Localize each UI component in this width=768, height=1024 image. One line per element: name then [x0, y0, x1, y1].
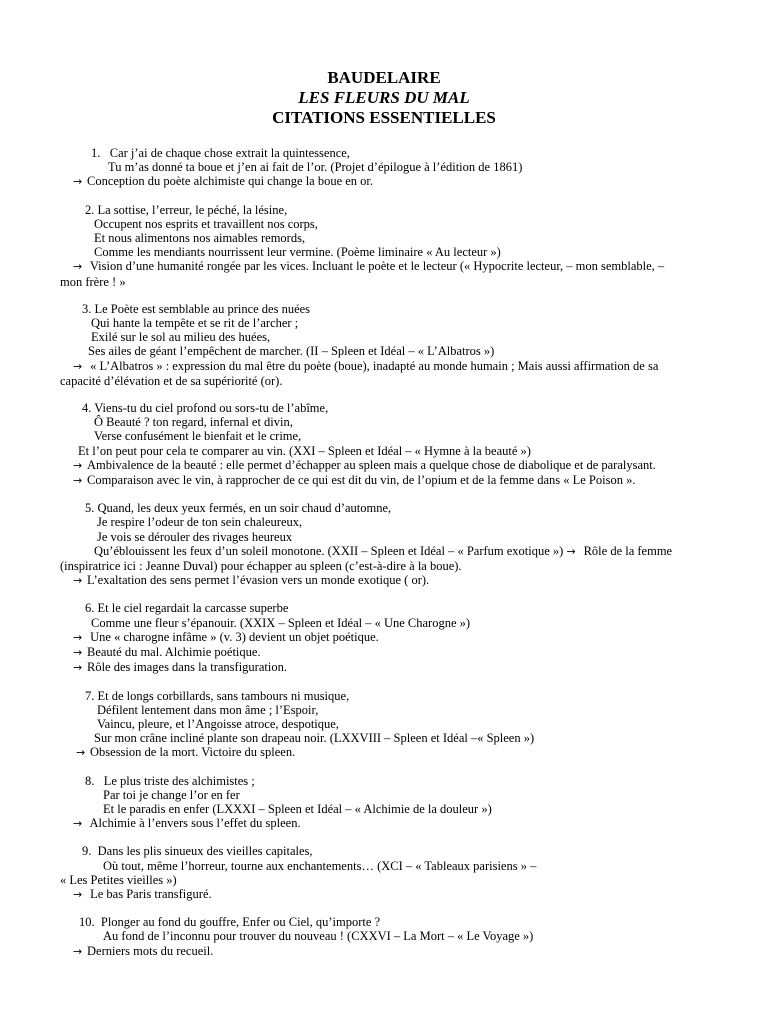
arrow-icon: → — [73, 661, 83, 675]
citation-2-line-4: Comme les mendiants nourrissent leur vermine. (Poème liminaire « Au lecteur ») — [94, 245, 501, 260]
arrow-icon: → — [73, 630, 83, 644]
citation-1-line-1: 1. Car j’ai de chaque chose extrait la quintessence, — [91, 146, 350, 160]
citation-3-line-1: 3. Le Poète est semblable au prince des nuées — [82, 301, 311, 316]
citation-5-note-1: → L’exaltation des sens permet l’évasion vers un monde exotique ( or). — [73, 573, 430, 588]
citation-2-line-1: 2. La sottise, l’erreur, le péché, la lésine, — [85, 202, 288, 217]
arrow-icon: → — [73, 887, 83, 901]
document-subtitle: LES FLEURS DU MAL — [298, 88, 470, 107]
citation-2-line-2: Occupent nos esprits et travaillent nos corps, — [94, 216, 318, 231]
citation-2-line-3: Et nous alimentons nos aimables remords, — [94, 231, 306, 246]
arrow-icon: → — [76, 746, 86, 760]
citation-6-note-1: → Une « charogne infâme » (v. 3) devient un objet poétique. — [73, 629, 379, 644]
citation-2-note-1: → Vision d’une humanité rongée par les vices. Incluant le poète et le lecteur (« Hypocrite lecteur, – mon semblable, – — [73, 259, 665, 274]
citation-6-line-2: Comme une fleur s’épanouir. (XXIX – Spleen et Idéal – « Une Charogne ») — [91, 615, 471, 630]
citation-7-line-1: 7. Et de longs corbillards, sans tambours ni musique, — [85, 688, 350, 703]
citation-8-line-2: Par toi je change l’or en fer — [103, 787, 240, 802]
citation-7-line-3: Vaincu, pleure, et l’Angoisse atroce, despotique, — [97, 716, 339, 731]
document-heading: CITATIONS ESSENTIELLES — [272, 108, 496, 127]
citation-8-line-1: 8. Le plus triste des alchimistes ; — [85, 773, 255, 788]
citation-3-line-4: Ses ailes de géant l’empêchent de marcher. (II – Spleen et Idéal – « L’Albatros ») — [88, 344, 495, 359]
citation-10-line-2: Au fond de l’inconnu pour trouver du nouveau ! (CXXVI – La Mort – « Le Voyage ») — [103, 929, 534, 944]
citation-4-line-3: Verse confusément le bienfait et le crime, — [94, 429, 302, 444]
citation-10-note-1: → Derniers mots du recueil. — [73, 943, 214, 958]
citation-9-line-3: « Les Petites vieilles ») — [60, 872, 177, 887]
citation-5-line-3: Je vois se dérouler des rivages heureux — [97, 529, 293, 544]
document-body — [60, 146, 698, 959]
citation-6-note-2: → Beauté du mal. Alchimie poétique. — [73, 645, 261, 660]
arrow-icon: → — [73, 175, 83, 189]
arrow-icon: → — [73, 359, 83, 373]
arrow-icon: → — [73, 817, 83, 831]
citation-3-note-1: → « L’Albatros » : expression du mal être du poète (boue), inadapté au monde humain ; Mais aussi affirmation de sa — [73, 358, 659, 373]
citation-7-note-1: → Obsession de la mort. Victoire du spleen. — [76, 745, 296, 760]
citation-4-line-2: Ô Beauté ? ton regard, infernal et divin, — [94, 415, 293, 430]
citation-8-note-1: → Alchimie à l’envers sous l’effet du spleen. — [73, 816, 301, 831]
citation-3-line-3: Exilé sur le sol au milieu des huées, — [91, 330, 271, 345]
citation-7-line-4: Sur mon crâne incliné plante son drapeau noir. (LXXVIII – Spleen et Idéal –« Spleen ») — [94, 731, 535, 746]
arrow-icon: → — [73, 474, 83, 488]
document-header — [0, 68, 768, 128]
citation-2-note-2: mon frère ! » — [60, 274, 126, 289]
citation-7-line-2: Défilent lentement dans mon âme ; l’Espoir, — [97, 702, 319, 717]
citation-6-note-3: → Rôle des images dans la transfiguration. — [73, 660, 287, 675]
document-title: BAUDELAIRE — [327, 68, 441, 87]
citation-5-line-4: Qu’éblouissent les feux d’un soleil monotone. (XXII – Spleen et Idéal – « Parfum exotique ») → Rôle de la femme — [94, 543, 673, 558]
arrow-icon: → — [73, 944, 83, 958]
arrow-icon: → — [73, 260, 83, 274]
citation-5-line-5: (inspiratrice ici : Jeanne Duval) pour échapper au spleen (c’est-à-dire à la boue). — [60, 559, 462, 574]
arrow-icon: → — [73, 646, 83, 660]
citation-4-line-4: Et l’on peut pour cela te comparer au vin. (XXI – Spleen et Idéal – « Hymne à la beauté ») — [78, 443, 531, 458]
citation-9-line-1: 9. Dans les plis sinueux des vieilles capitales, — [82, 844, 313, 859]
citation-6-line-1: 6. Et le ciel regardait la carcasse superbe — [85, 601, 289, 616]
citation-5-line-2: Je respire l’odeur de ton sein chaleureux, — [97, 515, 303, 530]
arrow-icon: → — [73, 574, 83, 588]
citation-1-note-1: → Conception du poète alchimiste qui change la boue en or. — [73, 174, 374, 189]
citation-10-line-1: 10. Plonger au fond du gouffre, Enfer ou Ciel, qu’importe ? — [79, 915, 381, 930]
citation-3-line-2: Qui hante la tempête et se rit de l’archer ; — [91, 316, 299, 331]
arrow-icon: → — [73, 458, 83, 472]
arrow-icon: → — [566, 544, 576, 558]
citation-8-line-3: Et le paradis en enfer (LXXXI – Spleen et Idéal – « Alchimie de la douleur ») — [103, 801, 492, 816]
citation-1-line-2: Tu m’as donné ta boue et j’en ai fait de l’or. (Projet d’épilogue à l’édition de 1861) — [108, 160, 523, 175]
citation-5-line-1: 5. Quand, les deux yeux fermés, en un soir chaud d’automne, — [85, 501, 392, 516]
citation-4-note-1: → Ambivalence de la beauté : elle permet d’échapper au spleen mais a quelque chose de diabolique et de paralysant. — [73, 457, 656, 472]
citation-4-note-2: → Comparaison avec le vin, à rapprocher de ce qui est dit du vin, de l’opium et de la femme dans « Le Poison ». — [73, 473, 636, 488]
citation-4-line-1: 4. Viens-tu du ciel profond ou sors-tu de l’abîme, — [82, 401, 329, 416]
citation-3-note-2: capacité d’élévation et de sa supériorité (or). — [60, 373, 283, 388]
citation-9-line-2: Où tout, même l’horreur, tourne aux enchantements… (XCI – « Tableaux parisiens » – — [103, 858, 537, 873]
citation-9-note-1: → Le bas Paris transfiguré. — [73, 886, 212, 901]
